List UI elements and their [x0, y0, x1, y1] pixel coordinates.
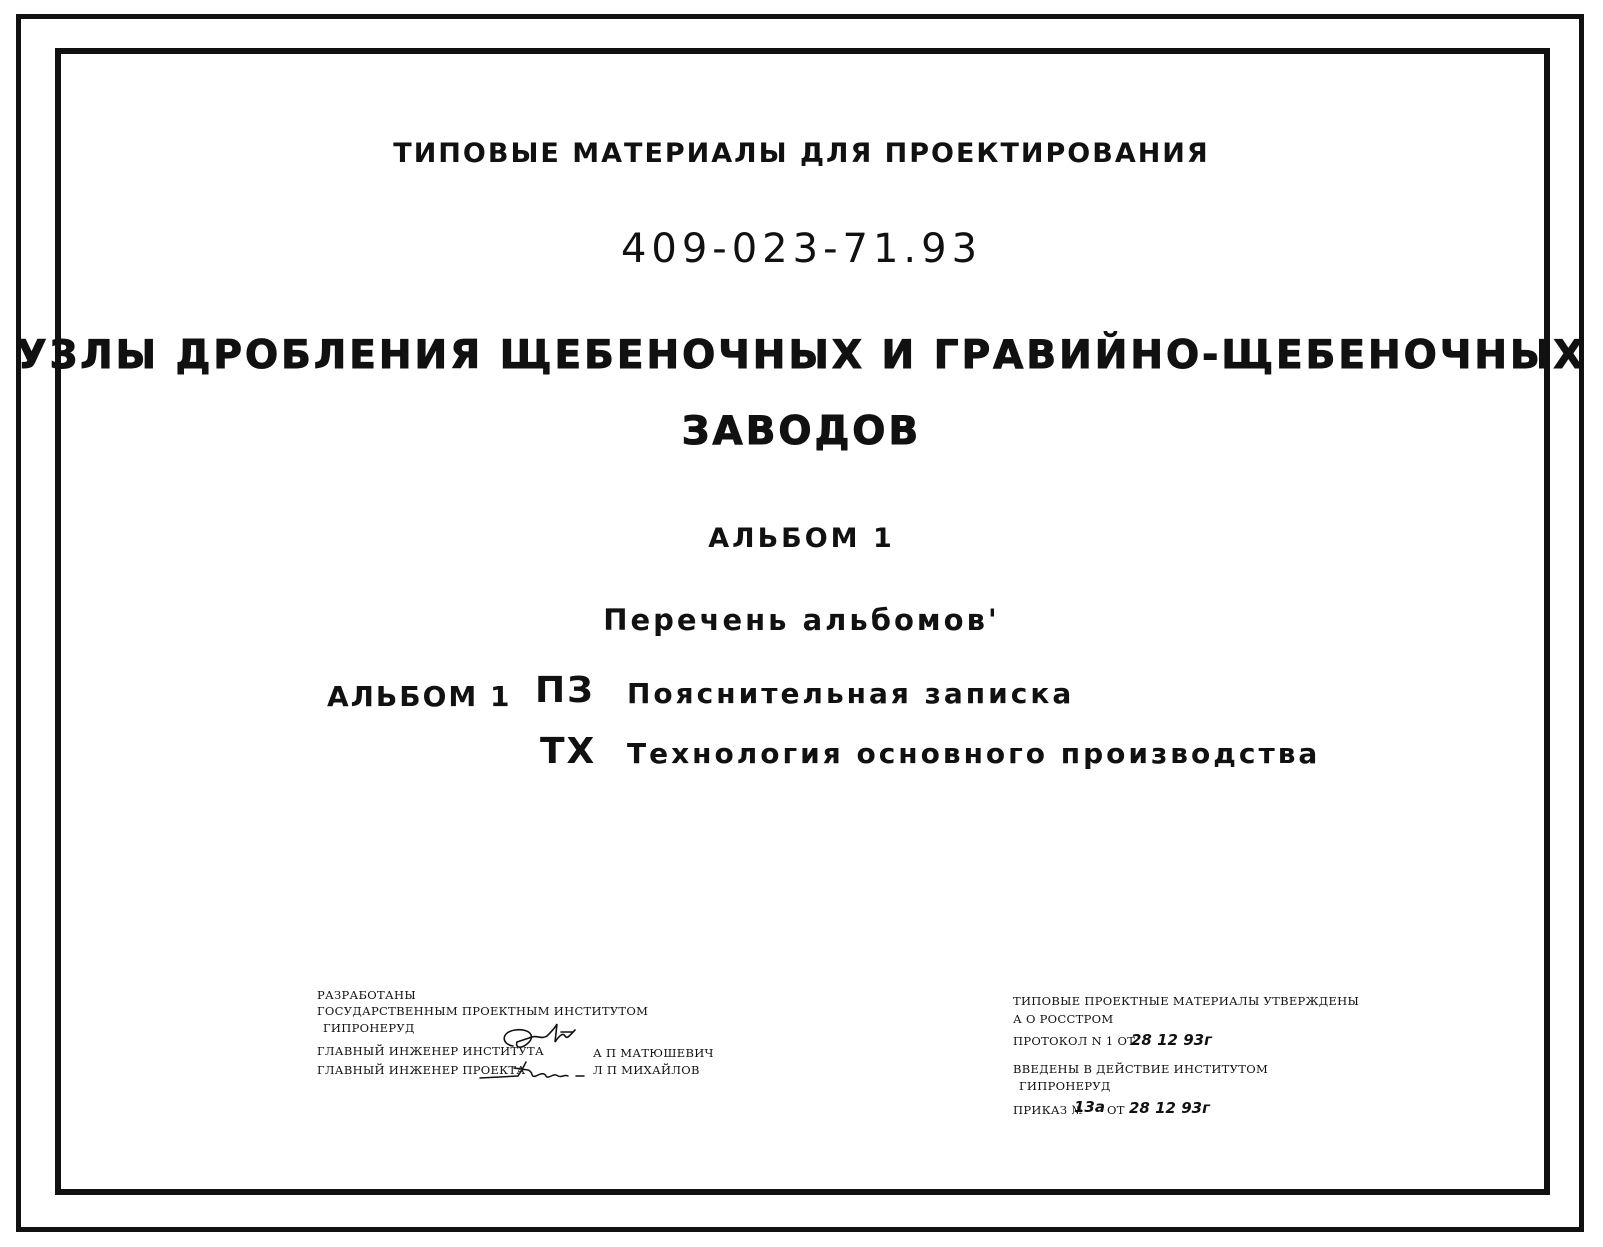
order-number: 13а — [1074, 1098, 1105, 1116]
series-heading: ТИПОВЫЕ МАТЕРИАЛЫ ДЛЯ ПРОЕКТИРОВАНИЯ — [393, 138, 1210, 169]
chief-engineer-project-label: ГЛАВНЫЙ ИНЖЕНЕР ПРОЕКТА — [317, 1063, 526, 1077]
developed-institute: ГОСУДАРСТВЕННЫМ ПРОЕКТНЫМ ИНСТИТУТОМ — [317, 1004, 649, 1018]
order-from-label: ОТ — [1107, 1103, 1125, 1117]
album-list-entry-title: Технология основного производства — [627, 737, 1321, 770]
document-title-line-2: ЗАВОДОВ — [681, 409, 922, 454]
enacted-institute-name: ГИПРОНЕРУД — [1019, 1079, 1111, 1093]
protocol-label: ПРОТОКОЛ N 1 ОТ — [1013, 1034, 1136, 1048]
developed-institute-name: ГИПРОНЕРУД — [323, 1021, 415, 1035]
developed-label: РАЗРАБОТАНЫ — [317, 988, 416, 1002]
album-list-entry-code: ПЗ — [535, 670, 595, 711]
chief-engineer-project-name: Л П МИХАЙЛОВ — [593, 1063, 700, 1077]
album-list-heading: Перечень альбомов' — [603, 603, 1000, 637]
document-code: 409-023-71.93 — [620, 226, 983, 272]
album-list-entry-album: АЛЬБОМ 1 — [327, 680, 512, 713]
approval-organization: А О РОССТРОМ — [1013, 1012, 1114, 1026]
approval-text: ТИПОВЫЕ ПРОЕКТНЫЕ МАТЕРИАЛЫ УТВЕРЖДЕНЫ — [1013, 994, 1360, 1008]
album-heading: АЛЬБОМ 1 — [708, 523, 895, 554]
chief-engineer-institute-label: ГЛАВНЫЙ ИНЖЕНЕР ИНСТИТУТА — [317, 1044, 545, 1058]
enacted-text: ВВЕДЕНЫ В ДЕЙСТВИЕ ИНСТИТУТОМ — [1013, 1062, 1269, 1076]
order-label: ПРИКАЗ № — [1013, 1103, 1083, 1117]
album-list-entry-title: Пояснительная записка — [627, 677, 1075, 710]
protocol-date: 28 12 93г — [1131, 1031, 1212, 1049]
signature-chief-project-icon — [478, 1058, 590, 1084]
signature-chief-institute-icon — [499, 1018, 587, 1060]
chief-engineer-institute-name: А П МАТЮШЕВИЧ — [593, 1046, 714, 1060]
order-date: 28 12 93г — [1129, 1099, 1210, 1117]
document-title-line-1: УЗЛЫ ДРОБЛЕНИЯ ЩЕБЕНОЧНЫХ И ГРАВИЙНО-ЩЕБЕНОЧНЫХ — [16, 333, 1587, 378]
album-list-entry-code: ТХ — [540, 731, 597, 772]
